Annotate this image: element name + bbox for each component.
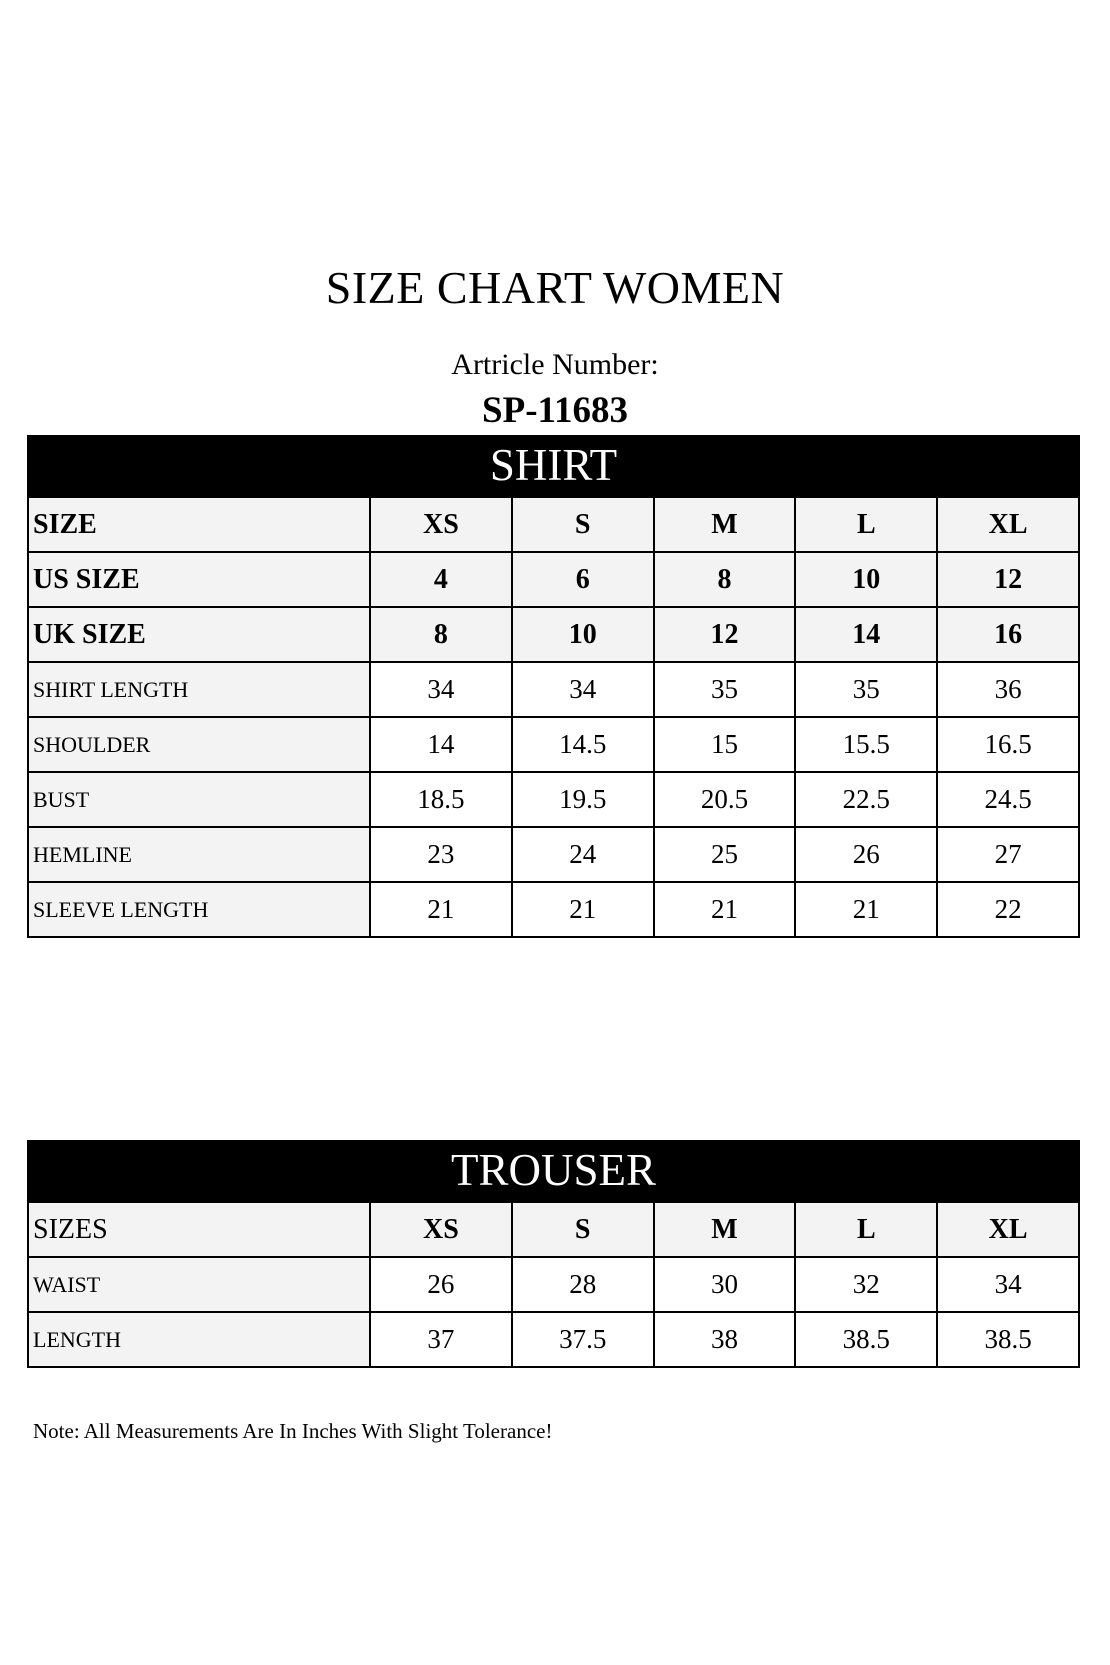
row-label: SIZES [28, 1202, 370, 1257]
table-cell: 19.5 [512, 772, 654, 827]
table-cell: 8 [654, 552, 796, 607]
row-label: BUST [28, 772, 370, 827]
size-header-cell: XL [937, 497, 1079, 552]
table-cell: 6 [512, 552, 654, 607]
table-cell: 22 [937, 882, 1079, 937]
row-label: SHOULDER [28, 717, 370, 772]
shirt-size-table [27, 496, 1080, 938]
row-label: SIZE [28, 497, 370, 552]
table-cell: 26 [795, 827, 937, 882]
size-header-cell: XS [370, 497, 512, 552]
table-cell: 37 [370, 1312, 512, 1367]
table-cell: 12 [937, 552, 1079, 607]
table-cell: 28 [512, 1257, 654, 1312]
size-header-cell: L [795, 497, 937, 552]
table-cell: 14 [795, 607, 937, 662]
table-cell: 22.5 [795, 772, 937, 827]
table-row [28, 882, 1079, 937]
table-cell: 23 [370, 827, 512, 882]
size-header-cell: L [795, 1202, 937, 1257]
table-row [28, 552, 1079, 607]
table-cell: 10 [795, 552, 937, 607]
table-cell: 30 [654, 1257, 796, 1312]
size-header-cell: M [654, 497, 796, 552]
table-cell: 16 [937, 607, 1079, 662]
table-cell: 14.5 [512, 717, 654, 772]
size-header-cell: XS [370, 1202, 512, 1257]
table-cell: 34 [937, 1257, 1079, 1312]
table-cell: 14 [370, 717, 512, 772]
table-row [28, 662, 1079, 717]
table-cell: 15 [654, 717, 796, 772]
table-cell: 20.5 [654, 772, 796, 827]
table-cell: 25 [654, 827, 796, 882]
table-cell: 4 [370, 552, 512, 607]
table-row [28, 1312, 1079, 1367]
table-row [28, 717, 1079, 772]
table-cell: 38.5 [795, 1312, 937, 1367]
table-cell: 8 [370, 607, 512, 662]
shirt-section-header: SHIRT [27, 435, 1080, 496]
table-cell: 34 [370, 662, 512, 717]
table-row [28, 1257, 1079, 1312]
trouser-size-table [27, 1201, 1080, 1368]
table-row [28, 497, 1079, 552]
table-cell: 24.5 [937, 772, 1079, 827]
measurement-note: Note: All Measurements Are In Inches With Slight Tolerance! [33, 1419, 553, 1443]
table-cell: 38.5 [937, 1312, 1079, 1367]
table-cell: 15.5 [795, 717, 937, 772]
table-row [28, 827, 1079, 882]
row-label: SHIRT LENGTH [28, 662, 370, 717]
table-cell: 21 [370, 882, 512, 937]
table-cell: 16.5 [937, 717, 1079, 772]
article-number: SP-11683 [482, 390, 628, 431]
table-cell: 32 [795, 1257, 937, 1312]
table-cell: 10 [512, 607, 654, 662]
table-cell: 26 [370, 1257, 512, 1312]
size-header-cell: S [512, 497, 654, 552]
table-cell: 36 [937, 662, 1079, 717]
row-label: SLEEVE LENGTH [28, 882, 370, 937]
row-label: US SIZE [28, 552, 370, 607]
table-cell: 21 [512, 882, 654, 937]
table-cell: 12 [654, 607, 796, 662]
trouser-section-header: TROUSER [27, 1140, 1080, 1201]
size-header-cell: S [512, 1202, 654, 1257]
table-cell: 38 [654, 1312, 796, 1367]
table-cell: 35 [654, 662, 796, 717]
table-row [28, 772, 1079, 827]
table-cell: 35 [795, 662, 937, 717]
table-cell: 18.5 [370, 772, 512, 827]
table-row [28, 607, 1079, 662]
table-cell: 21 [795, 882, 937, 937]
article-number-label: Artricle Number: [451, 348, 659, 381]
row-label: HEMLINE [28, 827, 370, 882]
table-cell: 34 [512, 662, 654, 717]
trouser-section [27, 1140, 1080, 1368]
table-cell: 24 [512, 827, 654, 882]
row-label: UK SIZE [28, 607, 370, 662]
row-label: LENGTH [28, 1312, 370, 1367]
page-title: SIZE CHART WOMEN [325, 262, 785, 313]
table-cell: 37.5 [512, 1312, 654, 1367]
table-cell: 27 [937, 827, 1079, 882]
size-header-cell: XL [937, 1202, 1079, 1257]
table-row [28, 1202, 1079, 1257]
table-cell: 21 [654, 882, 796, 937]
row-label: WAIST [28, 1257, 370, 1312]
size-header-cell: M [654, 1202, 796, 1257]
shirt-section [27, 435, 1080, 938]
